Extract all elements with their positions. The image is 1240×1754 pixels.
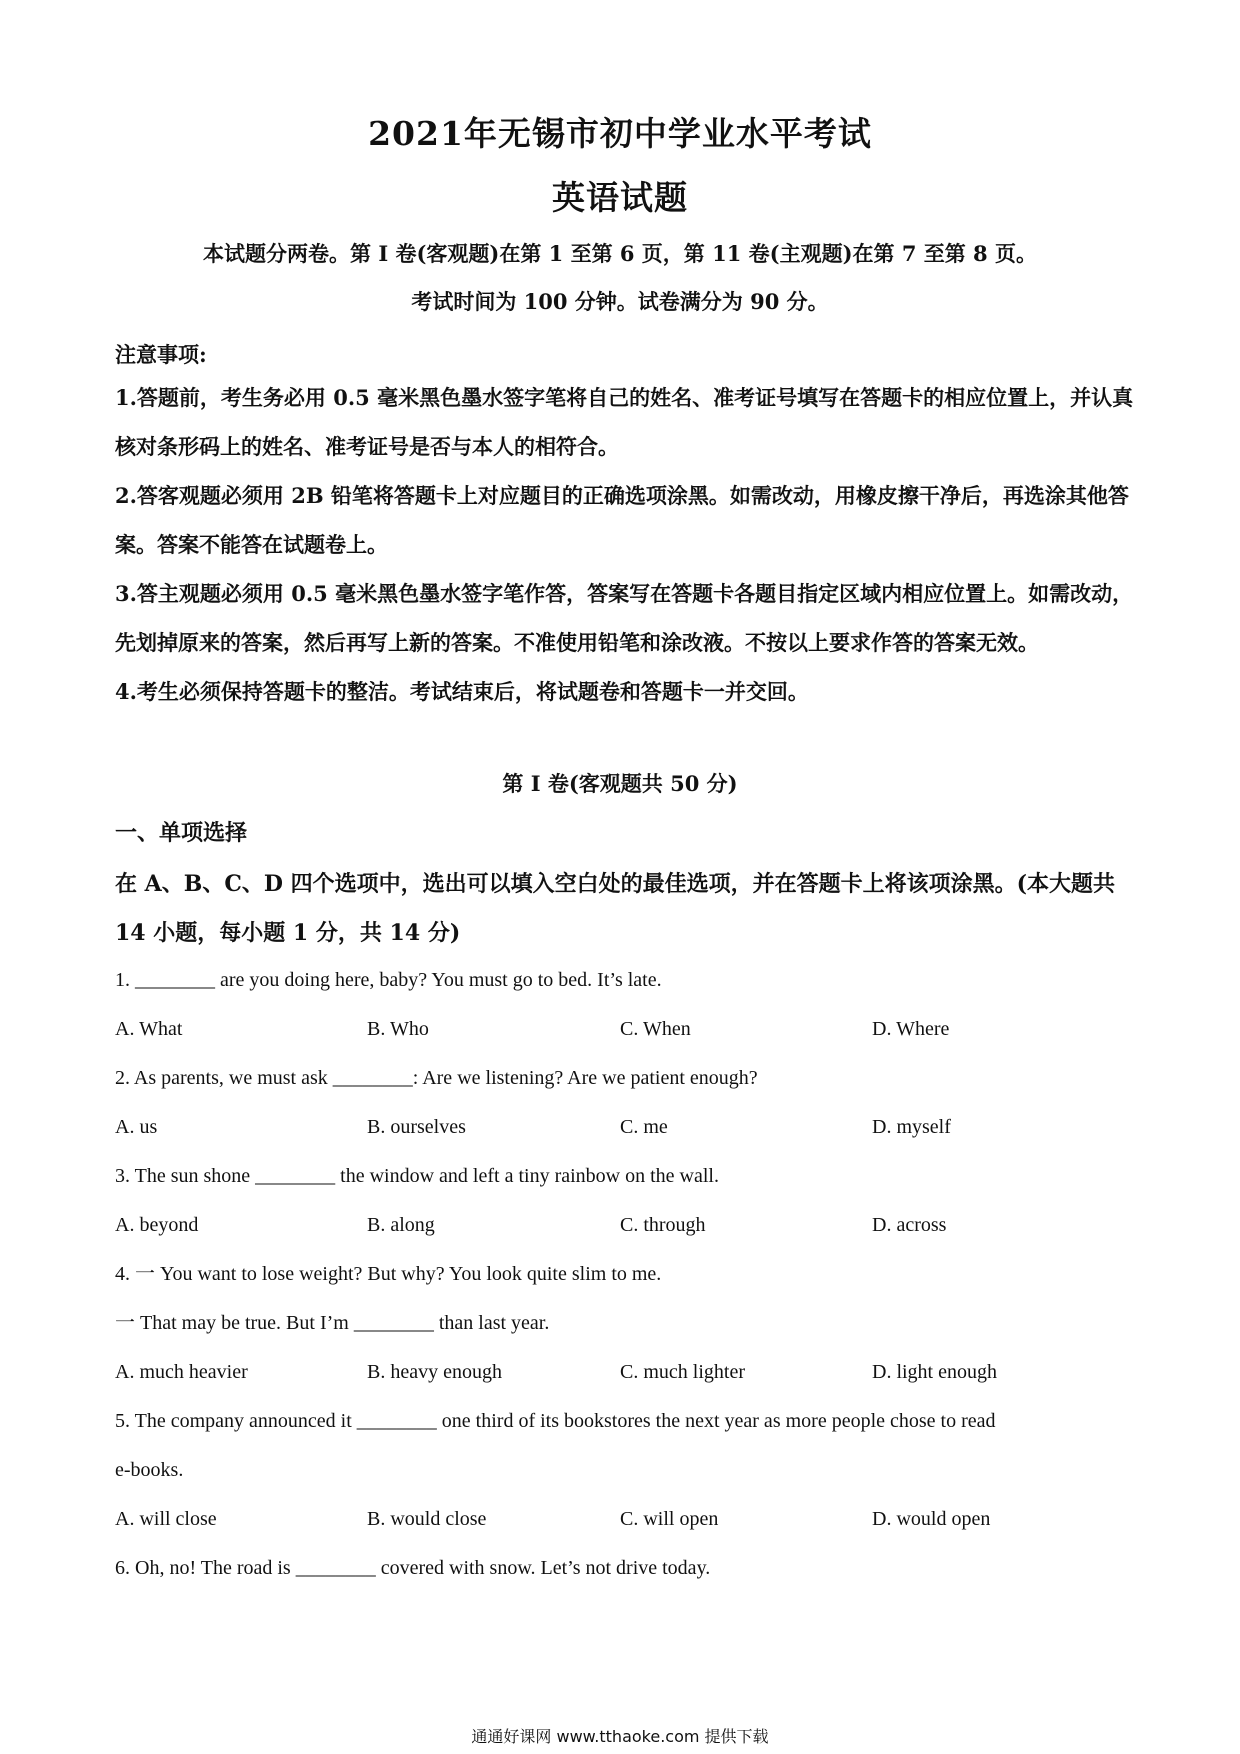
option-b: B. heavy enough xyxy=(367,1361,502,1383)
subject-title: 英语试题 xyxy=(552,178,688,217)
option-b: B. would close xyxy=(367,1508,487,1530)
question-5-stem: 5. The company announced it ________ one third of its bookstores the next year as more people chose to read xyxy=(115,1410,996,1432)
part-title: 一、单项选择 xyxy=(115,820,248,846)
option-a: A. much heavier xyxy=(115,1361,248,1383)
notice-item-2: 2.答客观题必须用 2B 铅笔将答题卡上对应题目的正确选项涂黑。如需改动，用橡皮擦干净后，再选涂其他答案。答案不能答在试题卷上。 xyxy=(115,483,1129,557)
question-5-stem-2: e-books. xyxy=(115,1459,184,1481)
option-d: D. across xyxy=(872,1214,947,1236)
option-a: A. What xyxy=(115,1018,183,1040)
footer-text: 通通好课网 www.tthaoke.com 提供下载 xyxy=(471,1727,769,1746)
option-c: C. much lighter xyxy=(620,1361,745,1383)
notice-list xyxy=(115,373,1135,716)
option-b: B. along xyxy=(367,1214,435,1236)
part-instruction: 在 A、B、C、D 四个选项中，选出可以填入空白处的最佳选项，并在答题卡上将该项涂黑。(本大题共 14 小题，每小题 1 分，共 14 分) xyxy=(115,871,1115,946)
question-1-stem: 1. ________ are you doing here, baby? You must go to bed. It’s late. xyxy=(115,969,662,991)
question-6-stem: 6. Oh, no! The road is ________ covered with snow. Let’s not drive today. xyxy=(115,1557,711,1579)
question-5-options xyxy=(115,1495,1135,1544)
question-4-options xyxy=(115,1348,1135,1397)
option-c: C. When xyxy=(620,1018,691,1040)
notice-item-3: 3.答主观题必须用 0.5 毫米黑色墨水签字笔作答，答案写在答题卡各题目指定区域内相应位置上。如需改动，先划掉原来的答案，然后再写上新的答案。不准使用铅笔和涂改液。不按以上要求作答的答案无效。 xyxy=(115,581,1134,655)
option-c: C. through xyxy=(620,1214,706,1236)
option-b: B. Who xyxy=(367,1018,429,1040)
option-c: C. will open xyxy=(620,1508,719,1530)
question-2-stem: 2. As parents, we must ask ________: Are we listening? Are we patient enough? xyxy=(115,1067,758,1089)
intro-line-1: 本试题分两卷。第 I 卷(客观题)在第 1 至第 6 页，第 11 卷(主观题)在第 7 至第 8 页。 xyxy=(203,241,1037,266)
question-4-stem-2: 一 That may be true. But I’m ________ than last year. xyxy=(115,1312,550,1334)
option-d: D. would open xyxy=(872,1508,991,1530)
notice-item-1: 1.答题前，考生务必用 0.5 毫米黑色墨水签字笔将自己的姓名、准考证号填写在答题卡的相应位置上，并认真核对条形码上的姓名、准考证号是否与本人的相符合。 xyxy=(115,385,1134,459)
question-2-options xyxy=(115,1103,1135,1152)
option-c: C. me xyxy=(620,1116,668,1138)
option-b: B. ourselves xyxy=(367,1116,466,1138)
question-1-options xyxy=(115,1005,1135,1054)
exam-title: 2021年无锡市初中学业水平考试 xyxy=(368,114,872,153)
notice-item-4: 4.考生必须保持答题卡的整洁。考试结束后，将试题卷和答题卡一并交回。 xyxy=(115,679,809,704)
option-a: A. will close xyxy=(115,1508,217,1530)
option-a: A. us xyxy=(115,1116,158,1138)
question-3-stem: 3. The sun shone ________ the window and left a tiny rainbow on the wall. xyxy=(115,1165,719,1187)
question-4-stem: 4. 一 You want to lose weight? But why? You look quite slim to me. xyxy=(115,1263,662,1285)
question-list xyxy=(115,956,1135,1593)
intro-line-2: 考试时间为 100 分钟。试卷满分为 90 分。 xyxy=(411,289,829,314)
notice-heading: 注意事项: xyxy=(115,342,207,367)
question-3-options xyxy=(115,1201,1135,1250)
section-heading: 第 I 卷(客观题共 50 分) xyxy=(502,771,738,796)
option-a: A. beyond xyxy=(115,1214,199,1236)
option-d: D. myself xyxy=(872,1116,951,1138)
option-d: D. light enough xyxy=(872,1361,997,1383)
option-d: D. Where xyxy=(872,1018,950,1040)
